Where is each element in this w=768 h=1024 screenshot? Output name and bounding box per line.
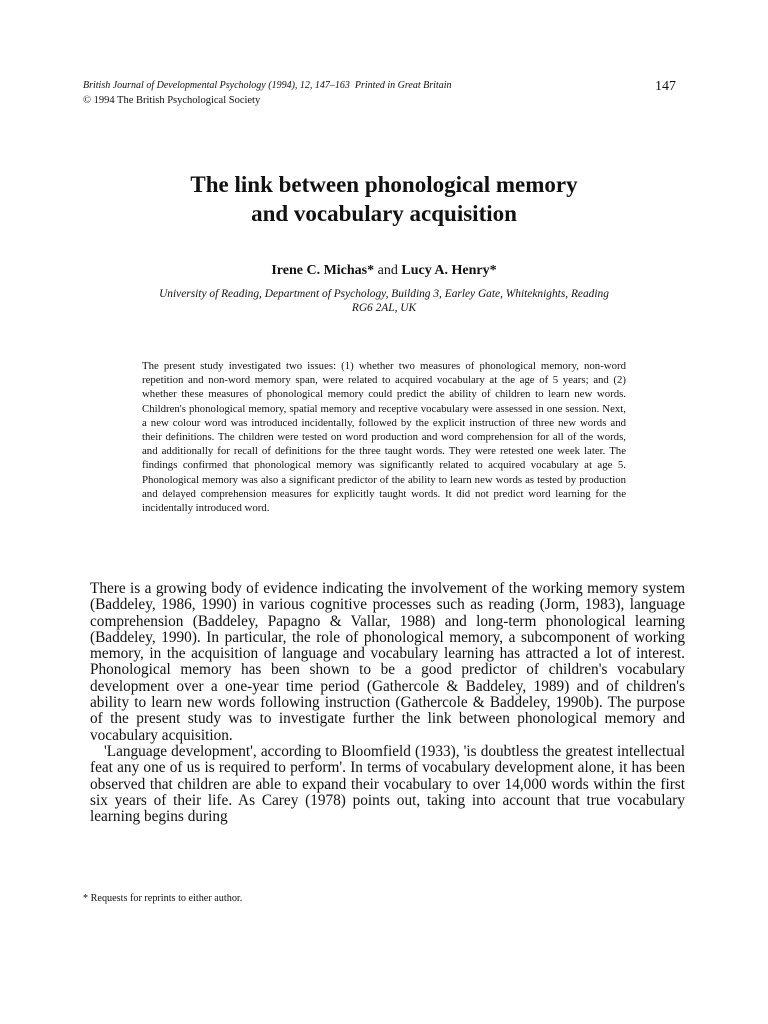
author-1: Irene C. Michas*: [271, 263, 375, 278]
author-2: Lucy A. Henry*: [401, 263, 497, 278]
copyright: © 1994 The British Psychological Society: [83, 95, 261, 106]
body-text: [90, 581, 685, 825]
author-conjunction: and: [377, 263, 398, 278]
footnote: * Requests for reprints to either author.: [83, 893, 243, 904]
affiliation-line-2: RG6 2AL, UK: [351, 302, 417, 314]
body-paragraph-2: 'Language development', according to Bloomfield (1933), 'is doubtless the greatest intellectual feat any one of us is required to perform'. In terms of vocabulary development alone, it has been observed that children are able to expand their vocabulary to over 14,000 words within the first six years of their life. As Carey (1978) points out, taking into account that true vocabulary learning begins during: [90, 742, 685, 826]
page-number: 147: [655, 79, 676, 94]
abstract: The present study investigated two issues: (1) whether two measures of phonological memory, non-word repetition and non-word memory span, were related to acquired vocabulary at the age of 5 years; and (2) whether these measures of phonological memory could predict the ability of children to learn new words. Children's phonological memory, spatial memory and receptive vocabulary were assessed in one session. Next, a new colour word was introduced incidentally, followed by the explicit instruction of three new words and their definitions. The children were tested on word production and word comprehension for all of the words, and additionally for recall of definitions for the three taught words. They were retested one week later. The findings confirmed that phonological memory was significantly related to acquired vocabulary at age 5. Phonological memory was also a significant predictor of the ability to learn new words as tested by production and delayed comprehension measures for explicitly taught words. It did not predict word learning for the incidentally introduced word.: [142, 360, 626, 515]
article-title: [0, 170, 768, 228]
affiliation: [96, 287, 672, 315]
affiliation-line-1: University of Reading, Department of Psychology, Building 3, Earley Gate, Whiteknights, Reading: [159, 288, 609, 300]
title-line-2: and vocabulary acquisition: [251, 201, 517, 226]
journal-citation: British Journal of Developmental Psychology (1994), 12, 147–163: [83, 80, 350, 91]
journal-citation-line: [83, 79, 451, 93]
title-line-1: The link between phonological memory: [190, 172, 578, 197]
printed-in: Printed in Great Britain: [354, 80, 452, 91]
body-paragraph-1: There is a growing body of evidence indicating the involvement of the working memory system (Baddeley, 1986, 1990) in various cognitive processes such as reading (Jorm, 1983), language comprehension (Baddeley, Papagno & Vallar, 1988) and long-term phonological learning (Baddeley, 1990). In particular, the role of phonological memory, a subcomponent of working memory, in the acquisition of language and vocabulary learning has attracted a lot of interest. Phonological memory has been shown to be a good predictor of children's vocabulary development over a one-year time period (Gathercole & Baddeley, 1989) and of children's ability to learn new words following instruction (Gathercole & Baddeley, 1990b). The purpose of the present study was to investigate further the link between phonological memory and vocabulary acquisition.: [90, 580, 685, 744]
authors: [0, 263, 768, 279]
